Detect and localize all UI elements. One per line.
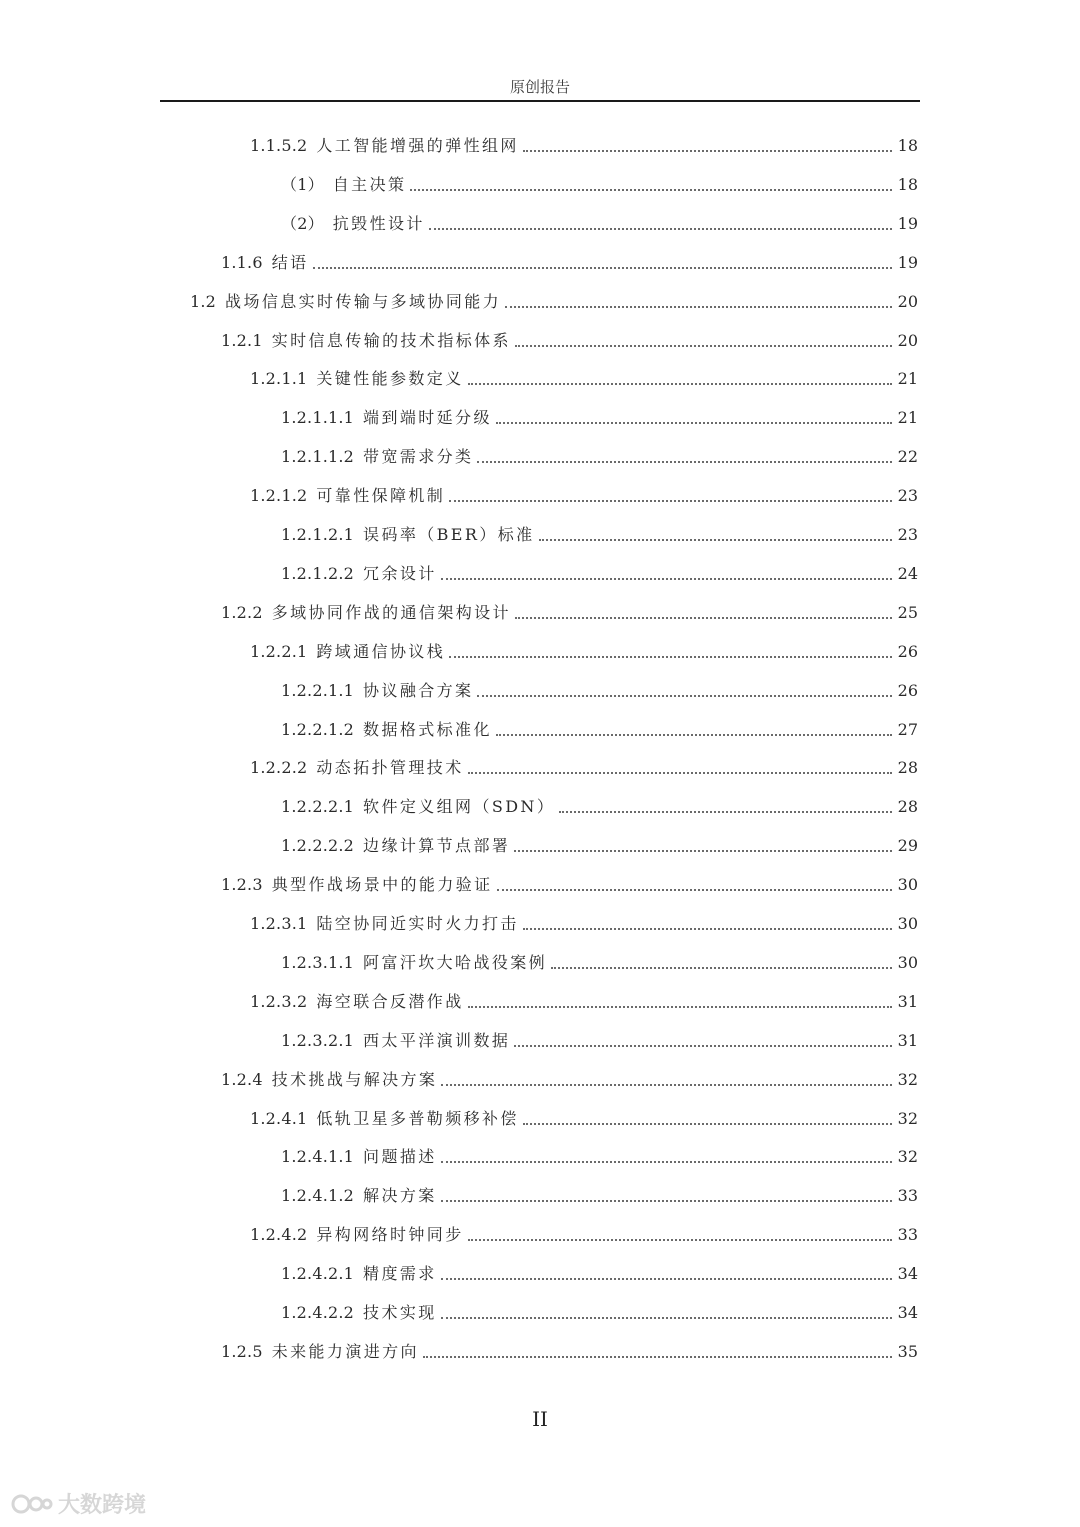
toc-entry-title: 冗余设计 xyxy=(363,564,437,583)
toc-entry-title: 端到端时延分级 xyxy=(363,408,492,427)
toc-entry-number: 1.2.4.2.2 xyxy=(281,1303,355,1322)
toc-entry-page: 34 xyxy=(897,1303,918,1322)
toc-entry-page: 32 xyxy=(897,1070,918,1089)
toc-entry-number: （2） xyxy=(281,214,324,233)
toc-dot-leader xyxy=(429,228,892,230)
toc-entry-page: 34 xyxy=(897,1264,918,1283)
toc-entry[interactable] xyxy=(281,443,918,467)
toc-dot-leader xyxy=(441,1278,892,1280)
toc-entry-title: 可靠性保障机制 xyxy=(316,486,446,505)
toc-entry[interactable] xyxy=(221,1066,918,1090)
toc-entry-title: 典型作战场景中的能力验证 xyxy=(271,875,493,894)
toc-entry-number: 1.2.3.2 xyxy=(250,992,308,1011)
toc-entry-title: 带宽需求分类 xyxy=(363,447,474,466)
toc-entry[interactable] xyxy=(250,754,918,778)
toc-entry-page: 29 xyxy=(897,836,918,855)
toc-entry[interactable] xyxy=(281,210,918,234)
toc-dot-leader xyxy=(496,422,892,424)
toc-dot-leader xyxy=(441,1084,892,1086)
toc-entry-page: 35 xyxy=(897,1342,918,1361)
watermark xyxy=(10,1488,146,1519)
toc-entry-number: 1.2.1.2 xyxy=(250,486,308,505)
toc-entry[interactable] xyxy=(250,638,918,662)
toc-entry[interactable] xyxy=(221,1338,918,1362)
toc-dot-leader xyxy=(449,656,892,658)
toc-entry-number: 1.2.1.1.2 xyxy=(281,447,355,466)
toc-dot-leader xyxy=(468,383,892,385)
toc-dot-leader xyxy=(523,928,892,930)
toc-entry-page: 31 xyxy=(897,1031,918,1050)
toc-entry-title: 自主决策 xyxy=(332,175,407,194)
toc-entry-number: 1.2 xyxy=(190,292,217,311)
toc-entry-number: 1.2.3.2.1 xyxy=(281,1031,355,1050)
toc-entry-page: 19 xyxy=(897,253,918,272)
toc-entry-title: 西太平洋演训数据 xyxy=(363,1031,511,1050)
toc-entry-page: 23 xyxy=(897,525,918,544)
toc-dot-leader xyxy=(514,1045,892,1047)
toc-entry[interactable] xyxy=(250,365,918,389)
toc-entry-title: 人工智能增强的弹性组网 xyxy=(316,136,519,155)
toc-entry-number: 1.2.2.1 xyxy=(250,642,308,661)
toc-dot-leader xyxy=(423,1356,892,1358)
toc-entry-page: 30 xyxy=(897,875,918,894)
toc-entry-title: 边缘计算节点部署 xyxy=(363,836,511,855)
toc-entry[interactable] xyxy=(281,1299,918,1323)
toc-entry-number: 1.2.1.1.1 xyxy=(281,408,355,427)
page-header-title: 原创报告 xyxy=(509,78,570,96)
toc-entry-number: 1.2.1 xyxy=(221,331,263,350)
toc-dot-leader xyxy=(441,578,892,580)
toc-entry-number: 1.2.2 xyxy=(221,603,263,622)
toc-entry-page: 32 xyxy=(897,1109,918,1128)
toc-entry[interactable] xyxy=(221,249,918,273)
toc-dot-leader xyxy=(497,889,892,891)
toc-entry[interactable] xyxy=(281,521,918,545)
toc-entry-number: 1.2.1.2.2 xyxy=(281,564,355,583)
toc-entry[interactable] xyxy=(221,871,918,895)
toc-entry-title: 抗毁性设计 xyxy=(332,214,425,233)
toc-entry[interactable] xyxy=(281,560,918,584)
toc-entry-number: 1.2.3.1.1 xyxy=(281,953,355,972)
toc-entry-page: 26 xyxy=(897,681,918,700)
toc-dot-leader xyxy=(468,772,892,774)
toc-dot-leader xyxy=(505,306,892,308)
toc-entry[interactable] xyxy=(281,1143,918,1167)
toc-entry-title: 跨域通信协议栈 xyxy=(316,642,446,661)
toc-dot-leader xyxy=(468,1239,892,1241)
toc-entry-number: 1.2.2.2 xyxy=(250,758,308,777)
toc-entry-page: 25 xyxy=(897,603,918,622)
toc-dot-leader xyxy=(515,617,892,619)
toc-entry-page: 23 xyxy=(897,486,918,505)
toc-dot-leader xyxy=(551,967,892,969)
toc-entry[interactable] xyxy=(281,1182,918,1206)
toc-entry[interactable] xyxy=(281,832,918,856)
toc-entry-title: 低轨卫星多普勒频移补偿 xyxy=(316,1109,519,1128)
toc-entry-page: 20 xyxy=(897,292,918,311)
watermark-logo-icon xyxy=(10,1489,54,1519)
toc-dot-leader xyxy=(441,1317,892,1319)
toc-entry-number: 1.2.5 xyxy=(221,1342,263,1361)
toc-entry[interactable] xyxy=(221,599,918,623)
toc-entry-title: 数据格式标准化 xyxy=(363,720,492,739)
toc-entry-number: 1.2.3.1 xyxy=(250,914,308,933)
toc-dot-leader xyxy=(514,850,892,852)
toc-entry-page: 21 xyxy=(897,369,918,388)
toc-entry-title: 结语 xyxy=(271,253,309,272)
toc-entry-number: 1.2.3 xyxy=(221,875,263,894)
toc-dot-leader xyxy=(559,811,892,813)
toc-dot-leader xyxy=(477,461,892,463)
toc-entry-title: 陆空协同近实时火力打击 xyxy=(316,914,519,933)
toc-entry-page: 33 xyxy=(897,1186,918,1205)
toc-entry-page: 26 xyxy=(897,642,918,661)
toc-dot-leader xyxy=(410,189,892,191)
toc-entry-number: 1.2.1.2.1 xyxy=(281,525,355,544)
toc-entry-number: 1.2.4 xyxy=(221,1070,263,1089)
toc-entry-title: 战场信息实时传输与多域协同能力 xyxy=(225,292,502,311)
toc-entry-title: 未来能力演进方向 xyxy=(271,1342,419,1361)
toc-entry-number: 1.2.2.1.2 xyxy=(281,720,355,739)
toc-dot-leader xyxy=(539,539,892,541)
toc-dot-leader xyxy=(441,1200,892,1202)
toc-entry-number: 1.2.2.1.1 xyxy=(281,681,355,700)
toc-entry[interactable] xyxy=(281,1027,918,1051)
toc-entry-page: 21 xyxy=(897,408,918,427)
toc-entry-page: 30 xyxy=(897,953,918,972)
toc-entry-number: 1.1.6 xyxy=(221,253,263,272)
toc-entry-page: 30 xyxy=(897,914,918,933)
toc-dot-leader xyxy=(496,734,892,736)
toc-entry-title: 异构网络时钟同步 xyxy=(316,1225,464,1244)
toc-entry-page: 33 xyxy=(897,1225,918,1244)
toc-entry-page: 31 xyxy=(897,992,918,1011)
toc-entry-title: 海空联合反潜作战 xyxy=(316,992,464,1011)
toc-entry-number: 1.2.2.2.2 xyxy=(281,836,355,855)
toc-entry-title: 解决方案 xyxy=(363,1186,437,1205)
toc-entry-title: 动态拓扑管理技术 xyxy=(316,758,464,777)
toc-entry-page: 28 xyxy=(897,797,918,816)
toc-entry-title: 实时信息传输的技术指标体系 xyxy=(271,331,511,350)
toc-entry[interactable] xyxy=(250,1105,918,1129)
toc-entry-page: 22 xyxy=(897,447,918,466)
toc-entry-title: 关键性能参数定义 xyxy=(316,369,464,388)
toc-entry-page: 20 xyxy=(897,331,918,350)
toc-entry[interactable] xyxy=(221,327,918,351)
toc-entry[interactable] xyxy=(250,482,918,506)
toc-entry-page: 18 xyxy=(897,136,918,155)
toc-entry-page: 24 xyxy=(897,564,918,583)
toc-entry[interactable] xyxy=(281,677,918,701)
page-number: II xyxy=(532,1407,548,1431)
toc-dot-leader xyxy=(523,1123,892,1125)
toc-dot-leader xyxy=(449,500,892,502)
toc-entry-title: 软件定义组网（SDN） xyxy=(363,797,556,816)
toc-entry[interactable] xyxy=(281,716,918,740)
toc-entry-title: 精度需求 xyxy=(363,1264,437,1283)
toc-entry-title: 误码率（BER）标准 xyxy=(363,525,535,544)
toc-entry[interactable] xyxy=(281,793,918,817)
toc-entry-page: 18 xyxy=(897,175,918,194)
toc-entry-number: 1.2.4.1.2 xyxy=(281,1186,355,1205)
toc-entry[interactable] xyxy=(250,132,918,156)
toc-entry-title: 多域协同作战的通信架构设计 xyxy=(271,603,511,622)
toc-entry-title: 技术挑战与解决方案 xyxy=(271,1070,438,1089)
toc-entry[interactable] xyxy=(281,1260,918,1284)
toc-entry-page: 27 xyxy=(897,720,918,739)
toc-entry-number: 1.2.4.2.1 xyxy=(281,1264,355,1283)
toc-entry-page: 28 xyxy=(897,758,918,777)
toc-entry[interactable] xyxy=(281,404,918,428)
toc-dot-leader xyxy=(313,267,892,269)
toc-entry-title: 问题描述 xyxy=(363,1147,437,1166)
toc-entry-number: 1.1.5.2 xyxy=(250,136,308,155)
toc-entry-number: 1.2.4.2 xyxy=(250,1225,308,1244)
toc-dot-leader xyxy=(441,1161,892,1163)
toc-entry[interactable] xyxy=(250,910,918,934)
toc-dot-leader xyxy=(523,150,892,152)
toc-entry[interactable] xyxy=(190,288,918,312)
toc-entry-number: （1） xyxy=(281,175,324,194)
toc-dot-leader xyxy=(515,345,892,347)
toc-entry-title: 阿富汗坎大哈战役案例 xyxy=(363,953,548,972)
toc-entry-number: 1.2.2.2.1 xyxy=(281,797,355,816)
toc-entry-title: 协议融合方案 xyxy=(363,681,474,700)
toc-dot-leader xyxy=(468,1006,892,1008)
toc-dot-leader xyxy=(477,695,892,697)
watermark-text: 大数跨境 xyxy=(58,1493,147,1518)
toc-entry-number: 1.2.4.1 xyxy=(250,1109,308,1128)
toc-entry[interactable] xyxy=(250,988,918,1012)
toc-entry[interactable] xyxy=(250,1221,918,1245)
toc-entry[interactable] xyxy=(281,171,918,195)
toc-entry[interactable] xyxy=(281,949,918,973)
toc-entry-number: 1.2.4.1.1 xyxy=(281,1147,355,1166)
toc-entry-page: 19 xyxy=(897,214,918,233)
toc-entry-page: 32 xyxy=(897,1147,918,1166)
toc-entry-number: 1.2.1.1 xyxy=(250,369,308,388)
toc-entry-title: 技术实现 xyxy=(363,1303,437,1322)
